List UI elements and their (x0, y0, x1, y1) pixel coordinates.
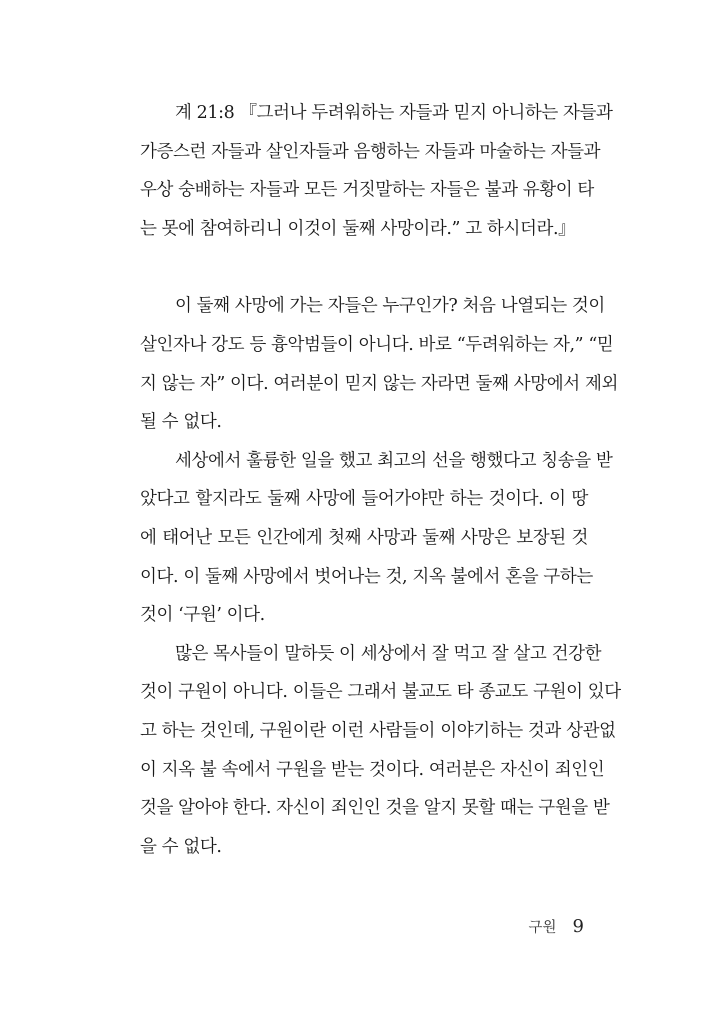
text-line: 에 태어난 모든 인간에게 첫째 사망과 둘째 사망은 보장된 것 (140, 527, 588, 548)
paragraph-gap (140, 257, 588, 296)
text-line: 고 하는 것인데, 구원이란 이런 사람들이 이야기하는 것과 상관없 (140, 720, 616, 741)
page-footer (529, 916, 584, 938)
text-line: 것이 ‘구원’ 이다. (140, 605, 265, 626)
running-title: 구원 (528, 920, 557, 936)
verse-quote (140, 103, 613, 239)
text-line: 될 수 없다. (140, 412, 222, 433)
text-line: 는 못에 참여하리니 이것이 둘째 사망이라.” 고 하시더라.』 (140, 218, 576, 239)
text-line: 을 수 없다. (140, 836, 222, 857)
text-line: 이다. 이 둘째 사망에서 벗어나는 것, 지옥 불에서 혼을 구하는 (140, 566, 593, 587)
text-line: 많은 목사들이 말하듯 이 세상에서 잘 먹고 잘 살고 건강한 (175, 643, 602, 664)
text-line: 세상에서 훌륭한 일을 했고 최고의 선을 행했다고 칭송을 받 (175, 450, 613, 471)
paragraph-1 (140, 296, 618, 433)
text-line: 이 둘째 사망에 가는 자들은 누구인가? 처음 나열되는 것이 (175, 296, 605, 317)
text-line: 것이 구원이 아니다. 이들은 그래서 불교도 타 종교도 구원이 있다 (140, 682, 621, 703)
text-line: 았다고 할지라도 둘째 사망에 들어가야만 하는 것이다. 이 땅 (140, 489, 588, 510)
text-line: 가증스런 자들과 살인자들과 음행하는 자들과 마술하는 자들과 (140, 141, 601, 162)
page-number: 9 (572, 916, 584, 937)
text-line: 살인자나 강도 등 흉악범들이 아니다. 바로 “두려워하는 자,” “믿 (140, 334, 614, 355)
text-line: 이 지옥 불 속에서 구원을 받는 것이다. 여러분은 자신이 죄인인 (140, 759, 605, 780)
page-body (140, 103, 621, 875)
paragraph-2 (140, 450, 613, 626)
text-line: 지 않는 자” 이다. 여러분이 믿지 않는 자라면 둘째 사망에서 제외 (140, 373, 618, 394)
text-line: 것을 알아야 한다. 자신이 죄인인 것을 알지 못할 때는 구원을 받 (140, 798, 610, 819)
text-line: 우상 숭배하는 자들과 모든 거짓말하는 자들은 불과 유황이 타 (140, 180, 594, 201)
paragraph-3 (140, 643, 621, 857)
text-line: 계 21:8 『그러나 두려워하는 자들과 믿지 아니하는 자들과 (175, 103, 613, 123)
